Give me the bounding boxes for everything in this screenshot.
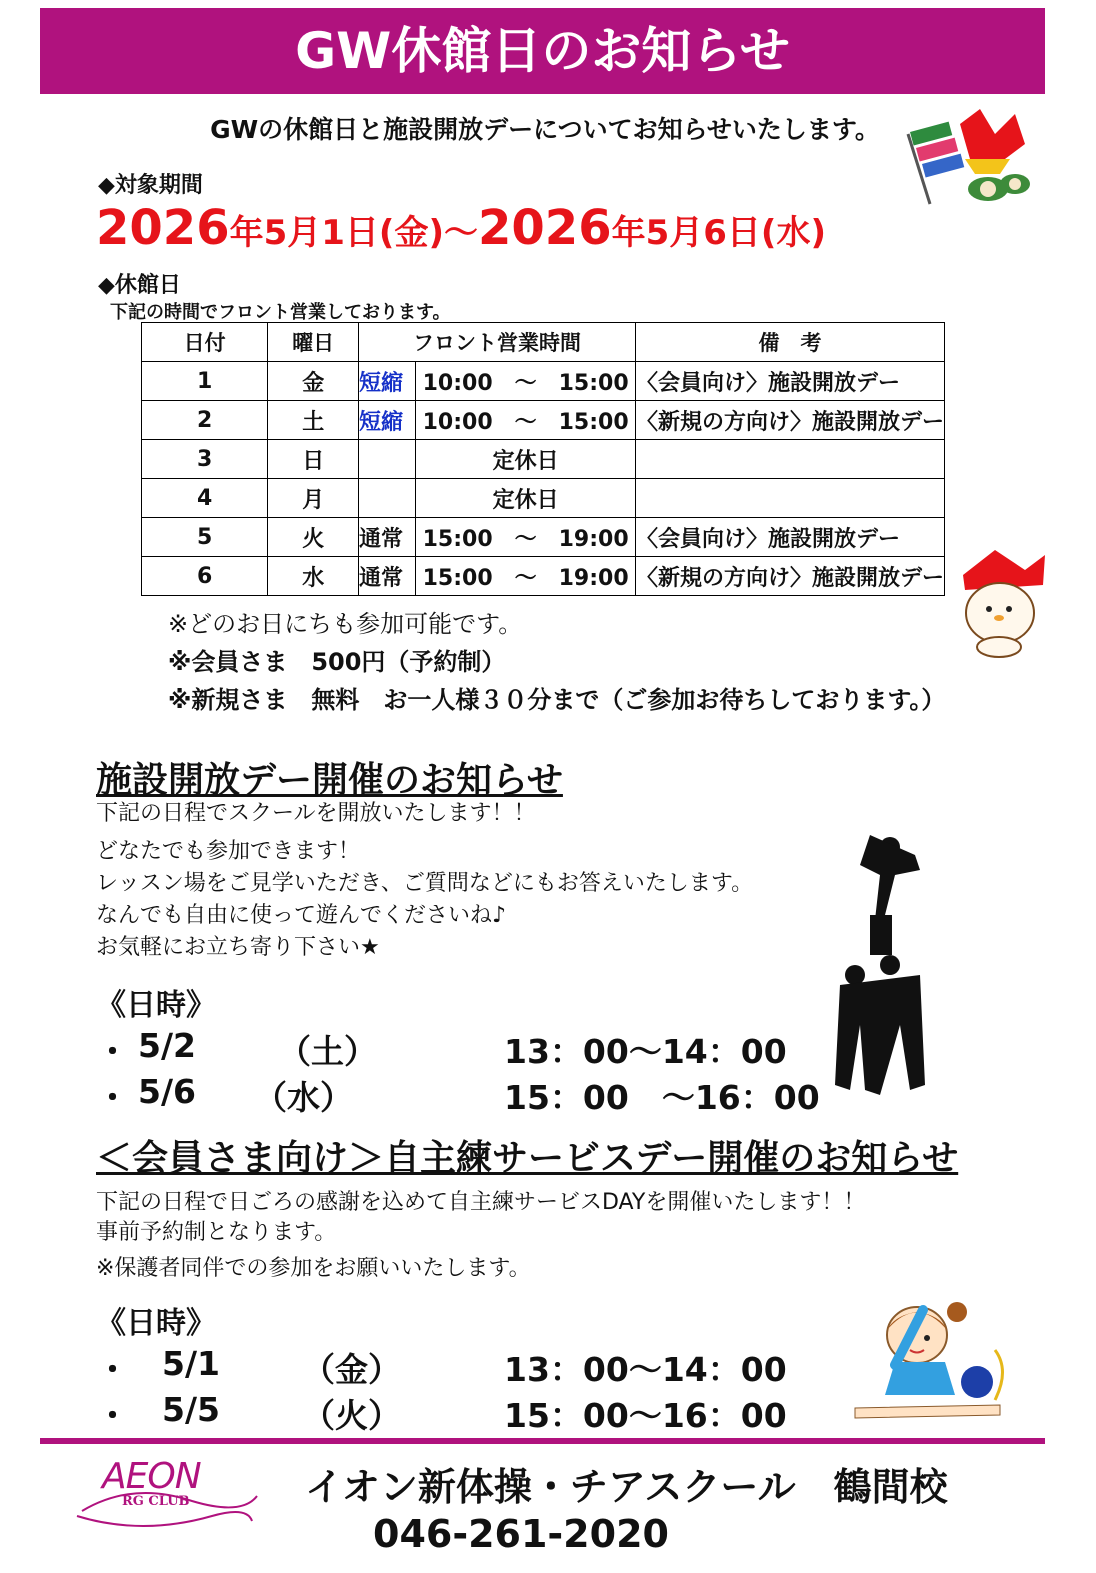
cell-dow: 水 [268,557,359,596]
schedule-date: 5/6 [138,1072,196,1111]
service-day-schedule-row [96,1344,836,1388]
cell-time: 15:00 ～ 19:00 [416,518,636,557]
cell-note: 〈会員向け〉施設開放デー [635,362,944,401]
description-line: ※保護者同伴での参加をお願いいたします。 [96,1256,531,1281]
schedule-time: 13：00～14：00 [504,1032,787,1071]
cell-note [635,479,944,518]
bullet: ・ [96,1078,129,1117]
closed-schedule-table [141,322,945,596]
cell-dow: 火 [268,518,359,557]
period-dates [96,200,826,256]
phone-number: 046-261-2020 [373,1512,669,1556]
period-label: ◆対象期間 [98,173,203,198]
description-line: 下記の日程で日ごろの感謝を込めて自主練サービスDAYを開催いたします！！ [96,1190,866,1215]
cell-type: 短縮 [359,401,416,440]
cell-time: 定休日 [416,440,636,479]
cell-note [635,440,944,479]
intro-text: GWの休館日と施設開放デーについてお知らせいたします。 [210,115,880,144]
cell-day: 2 [142,401,268,440]
cell-time: 10:00 ～ 15:00 [416,401,636,440]
table-row [142,557,945,596]
description-line: 事前予約制となります。 [96,1220,337,1245]
schedule-time: 15：00 ～16：00 [504,1078,820,1117]
schedule-date: 5/1 [162,1344,220,1383]
participation-notes [168,604,945,718]
open-day-description [96,798,753,964]
description-line: レッスン場をご見学いただき、ご質問などにもお答えいたします。 [96,871,754,896]
cell-day: 1 [142,362,268,401]
open-day-schedule-row [96,1072,836,1116]
service-day-schedule-title: 《日時》 [96,1306,216,1341]
period-start-year: 2026 [96,200,230,256]
school-name: イオン新体操・チアスクール 鶴間校 [305,1465,948,1509]
cell-type [359,440,416,479]
service-day-schedule-row [96,1390,836,1434]
table-header-row [142,323,945,362]
note-line: ※会員さま 500円（予約制） [168,648,506,676]
cell-type: 通常 [359,518,416,557]
table-row [142,518,945,557]
aeon-rg-club-logo [72,1456,262,1536]
description-line: 下記の日程でスクールを開放いたします！！ [96,801,536,826]
note-line: ※どのお日にちも参加可能です。 [168,610,523,638]
header-note: 備 考 [635,323,944,362]
schedule-dow: （水） [254,1078,353,1117]
open-day-schedule-title: 《日時》 [96,988,216,1023]
description-line: どなたでも参加できます！ [96,839,361,864]
cell-note: 〈新規の方向け〉施設開放デー [635,557,944,596]
schedule-time: 13：00～14：00 [504,1350,787,1389]
logo-text: AEON [102,1456,201,1497]
closed-label: ◆休館日 [98,273,181,298]
bullet: ・ [96,1350,129,1389]
logo-subtext: RG CLUB [122,1494,190,1509]
schedule-date: 5/5 [162,1390,220,1429]
cell-type [359,479,416,518]
description-line: お気軽にお立ち寄り下さい★ [96,935,380,960]
cell-day: 5 [142,518,268,557]
schedule-dow: （火） [302,1396,401,1435]
footer-divider [40,1438,1045,1444]
table-row [142,362,945,401]
table-row [142,479,945,518]
schedule-time: 15：00～16：00 [504,1396,787,1435]
schedule-date: 5/2 [138,1026,196,1065]
cell-day: 4 [142,479,268,518]
gymnast-illustration [845,1300,1015,1425]
cell-time: 15:00 ～ 19:00 [416,557,636,596]
service-day-title: ＜会員さま向け＞自主練サービスデー開催のお知らせ [96,1138,959,1179]
period-end-year: 2026 [478,200,612,256]
header-hours: フロント営業時間 [359,323,636,362]
cell-type: 短縮 [359,362,416,401]
table-row [142,440,945,479]
description-line: なんでも自由に使って遊んでくださいね♪ [96,903,507,928]
front-hours-note: 下記の時間でフロント営業しております。 [110,302,451,323]
header-day: 日付 [142,323,268,362]
note-line: ※新規さま 無料 お一人様３０分まで（ご参加お待ちしております。） [168,686,946,714]
cell-note: 〈新規の方向け〉施設開放デー [635,401,944,440]
bullet: ・ [96,1396,129,1435]
cell-dow: 土 [268,401,359,440]
cell-dow: 日 [268,440,359,479]
period-end-date: 年5月6日(水) [611,213,826,253]
cell-time: 10:00 ～ 15:00 [416,362,636,401]
mascot-illustration [955,545,1050,660]
schedule-dow: （土） [278,1032,377,1071]
cell-dow: 金 [268,362,359,401]
schedule-dow: （金） [302,1350,401,1389]
header-dow: 曜日 [268,323,359,362]
kabuto-illustration [900,104,1035,214]
page-title: GW休館日のお知らせ [40,8,1045,94]
cell-dow: 月 [268,479,359,518]
cell-day: 6 [142,557,268,596]
service-day-description [96,1188,865,1284]
cell-type: 通常 [359,557,416,596]
bullet: ・ [96,1032,129,1071]
cell-day: 3 [142,440,268,479]
period-start-date: 年5月1日(金)～ [229,213,478,253]
table-row [142,401,945,440]
cell-time: 定休日 [416,479,636,518]
cell-note: 〈会員向け〉施設開放デー [635,518,944,557]
open-day-schedule-row [96,1026,836,1070]
cheer-silhouette-illustration [830,825,930,1100]
open-day-title: 施設開放デー開催のお知らせ [96,760,563,801]
